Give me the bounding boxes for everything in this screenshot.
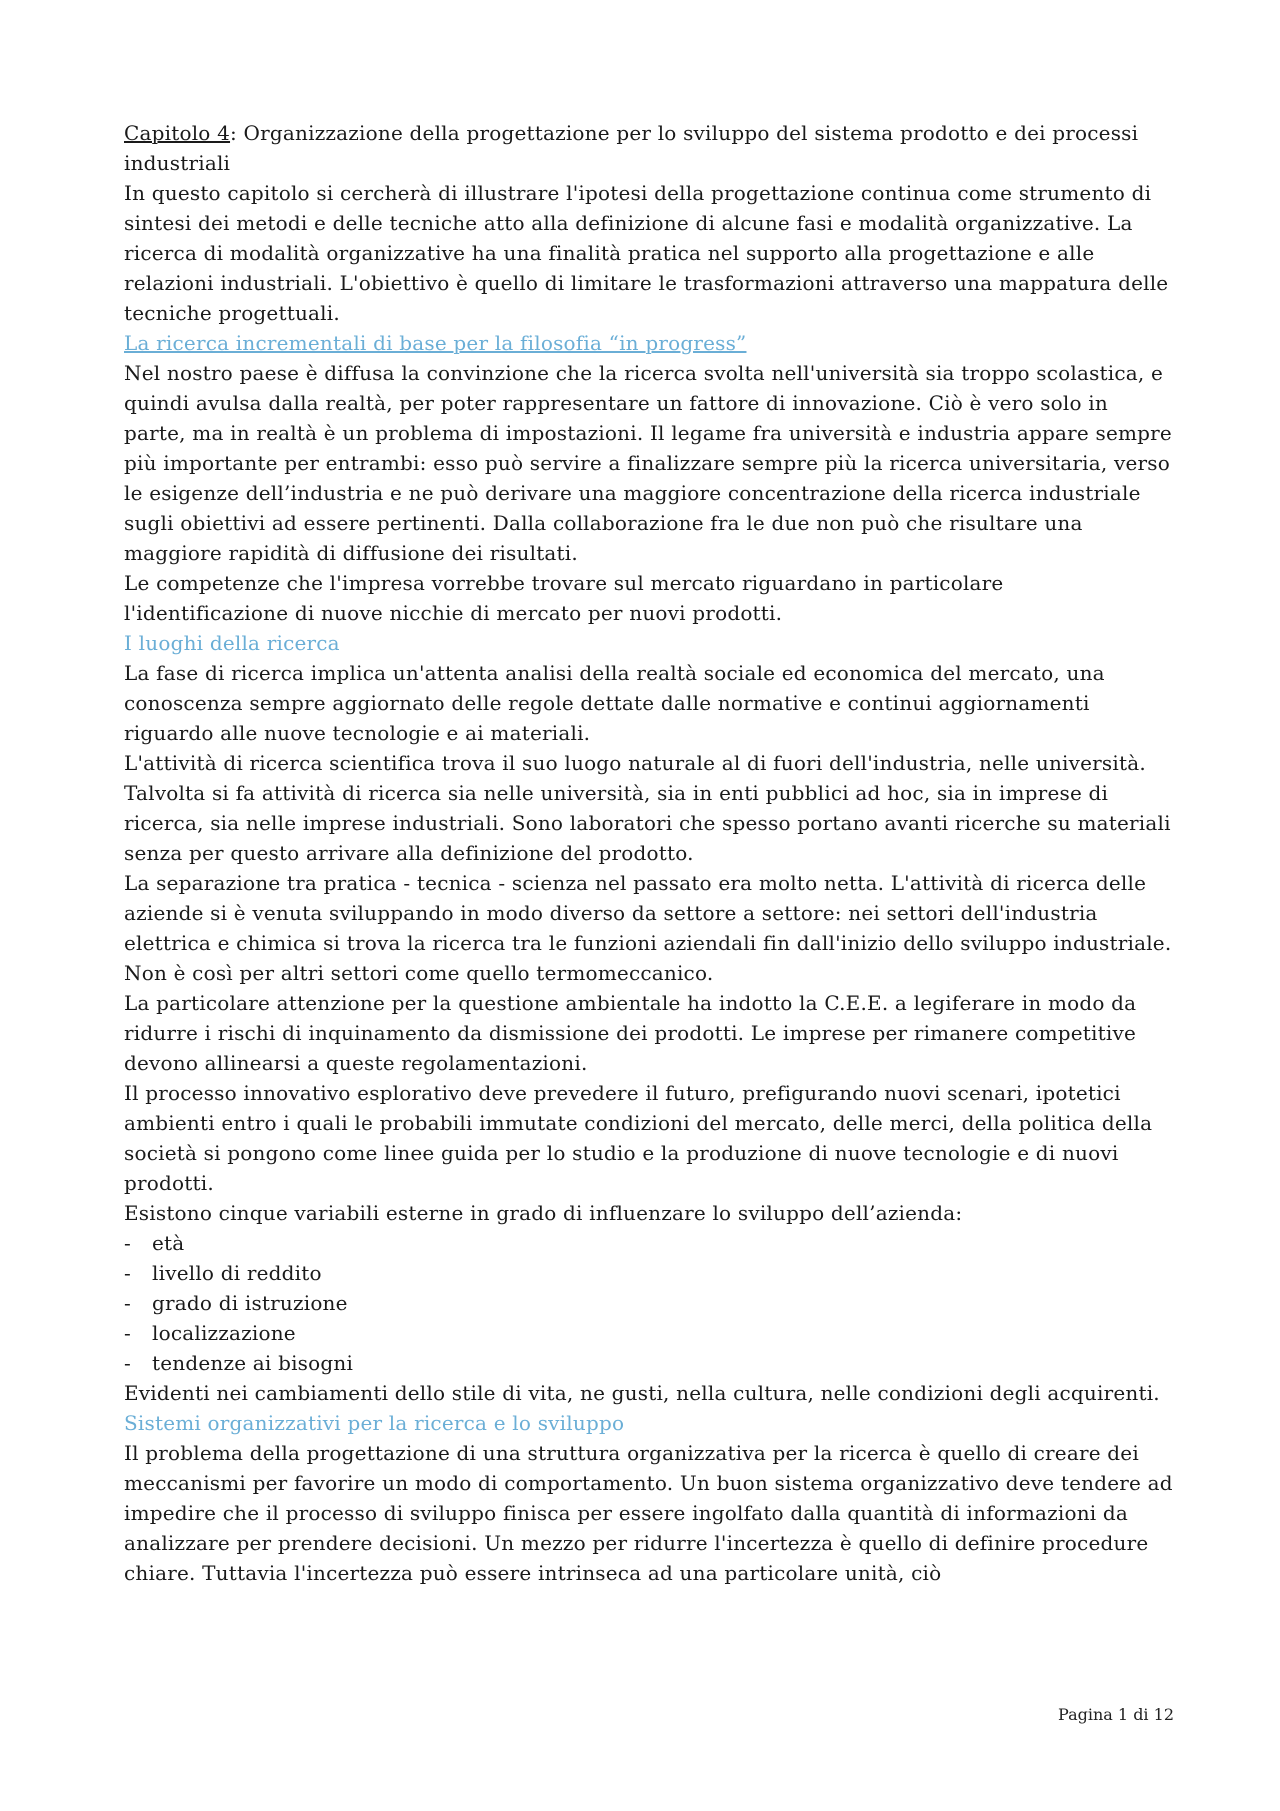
dash-bullet: - xyxy=(124,1231,131,1255)
document-page xyxy=(124,118,1174,1588)
dash-bullet: - xyxy=(124,1351,131,1375)
section2-paragraph-1: La fase di ricerca implica un'attenta analisi della realtà sociale ed economica del mercato, una conoscenza sempre aggiornato delle regole dettate dalle normative e continui aggiornamenti riguardo alle nuove tecnologie e ai materiali. xyxy=(124,661,1105,745)
chapter-title xyxy=(124,118,1174,178)
section3-paragraph-1: Il problema della progettazione di una struttura organizzativa per la ricerca è quello di creare dei meccanismi per favorire un modo di comportamento. Un buon sistema organizzativo deve tendere ad impedire che il processo di sviluppo finisca per essere ingolfato dalla quantità di informazioni da analizzare per prendere decisioni. Un mezzo per ridurre l'incertezza è quello di definire procedure chiare. Tuttavia l'incertezza può essere intrinseca ad una particolare unità, ciò xyxy=(124,1441,1173,1585)
section-heading-sistemi-organizzativi: Sistemi organizzativi per la ricerca e lo sviluppo xyxy=(124,1411,625,1435)
dash-bullet: - xyxy=(124,1291,131,1315)
section1-paragraph-2: Le competenze che l'impresa vorrebbe trovare sul mercato riguardano in particolare l'identificazione di nuove nicchie di mercato per nuovi prodotti. xyxy=(124,571,1004,625)
list-item: - livello di reddito xyxy=(124,1258,1174,1288)
variables-list xyxy=(124,1228,1174,1378)
section2-paragraph-6: Esistono cinque variabili esterne in grado di influenzare lo sviluppo dell’azienda: xyxy=(124,1201,963,1225)
section2-paragraph-3: La separazione tra pratica - tecnica - scienza nel passato era molto netta. L'attività di ricerca delle aziende si è venuta sviluppando in modo diverso da settore a settore: nei settori dell'industria elettrica e chimica si trova la ricerca tra le funzioni aziendali fin dall'inizio dello sviluppo industriale. Non è così per altri settori come quello termomeccanico. xyxy=(124,871,1172,985)
section-heading-ricerca-incrementale[interactable]: La ricerca incrementali di base per la filosofia “in progress” xyxy=(124,331,747,355)
section2-paragraph-4: La particolare attenzione per la questione ambientale ha indotto la C.E.E. a legiferare in modo da ridurre i rischi di inquinamento da dismissione dei prodotti. Le imprese per rimanere competitive devono allinearsi a queste regolamentazioni. xyxy=(124,991,1137,1075)
intro-paragraph: In questo capitolo si cercherà di illustrare l'ipotesi della progettazione continua come strumento di sintesi dei metodi e delle tecniche atto alla definizione di alcune fasi e modalità organizzative. La ricerca di modalità organizzative ha una finalità pratica nel supporto alla progettazione e alle relazioni industriali. L'obiettivo è quello di limitare le trasformazioni attraverso una mappatura delle tecniche progettuali. xyxy=(124,181,1169,325)
list-item: - localizzazione xyxy=(124,1318,1174,1348)
chapter-label: Capitolo 4 xyxy=(124,121,231,145)
page-number: Pagina 1 di 12 xyxy=(1058,1705,1174,1724)
chapter-title-text: : Organizzazione della progettazione per lo sviluppo del sistema prodotto e dei processi industriali xyxy=(124,121,1139,175)
section-heading-luoghi-ricerca: I luoghi della ricerca xyxy=(124,631,340,655)
section2-paragraph-7: Evidenti nei cambiamenti dello stile di vita, ne gusti, nella cultura, nelle condizioni degli acquirenti. xyxy=(124,1381,1160,1405)
section2-paragraph-2: L'attività di ricerca scientifica trova il suo luogo naturale al di fuori dell'industria, nelle università. Talvolta si fa attività di ricerca sia nelle università, sia in enti pubblici ad hoc, sia in imprese di ricerca, sia nelle imprese industriali. Sono laboratori che spesso portano avanti ricerche su materiali senza per questo arrivare alla definizione del prodotto. xyxy=(124,751,1171,865)
list-item: - età xyxy=(124,1228,1174,1258)
dash-bullet: - xyxy=(124,1261,131,1285)
list-item: - tendenze ai bisogni xyxy=(124,1348,1174,1378)
dash-bullet: - xyxy=(124,1321,131,1345)
section2-paragraph-5: Il processo innovativo esplorativo deve prevedere il futuro, prefigurando nuovi scenari, ipotetici ambienti entro i quali le probabili immutate condizioni del mercato, delle merci, della politica della società si pongono come linee guida per lo studio e la produzione di nuove tecnologie e di nuovi prodotti. xyxy=(124,1081,1153,1195)
list-item: - grado di istruzione xyxy=(124,1288,1174,1318)
section1-paragraph-1: Nel nostro paese è diffusa la convinzione che la ricerca svolta nell'università sia troppo scolastica, e quindi avulsa dalla realtà, per poter rappresentare un fattore di innovazione. Ciò è vero solo in parte, ma in realtà è un problema di impostazioni. Il legame fra università e industria appare sempre più importante per entrambi: esso può servire a finalizzare sempre più la ricerca universitaria, verso le esigenze dell’industria e ne può derivare una maggiore concentrazione della ricerca industriale sugli obiettivi ad essere pertinenti. Dalla collaborazione fra le due non può che risultare una maggiore rapidità di diffusione dei risultati. xyxy=(124,361,1172,565)
